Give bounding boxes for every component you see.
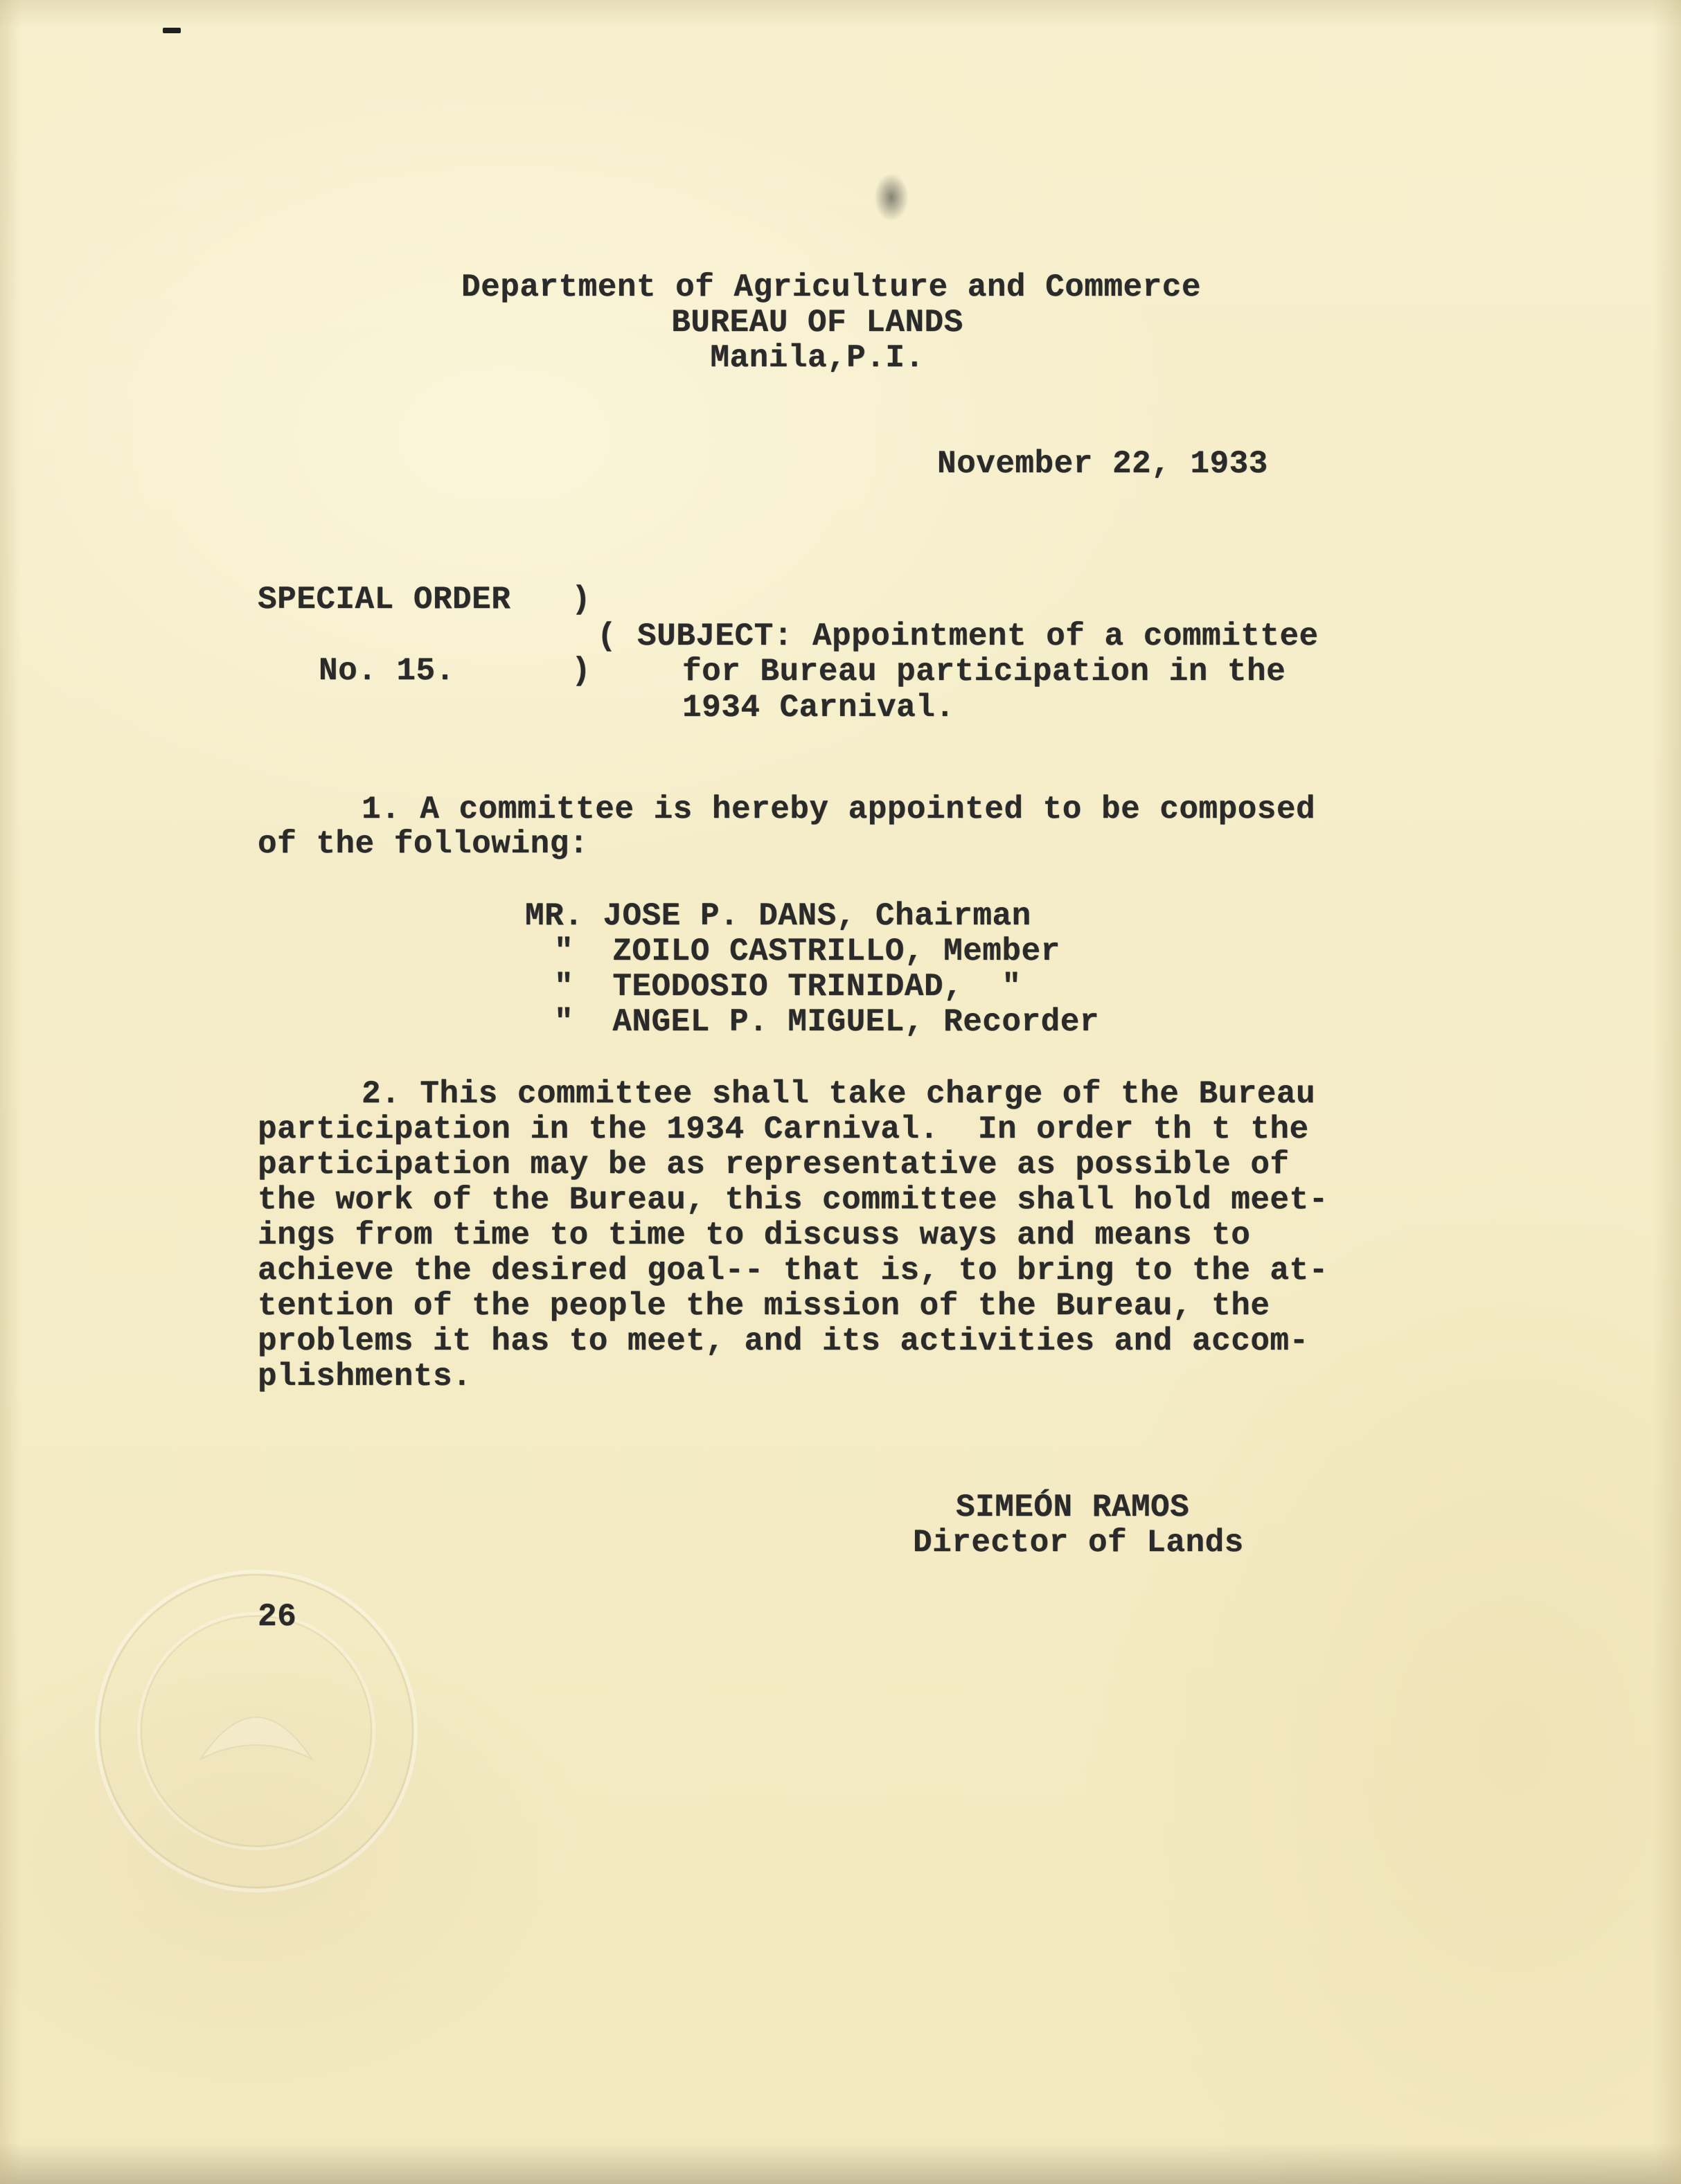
- member-line: " ANGEL P. MIGUEL, Recorder: [554, 1004, 1099, 1040]
- letterhead-bureau: BUREAU OF LANDS: [671, 305, 963, 341]
- paragraph-line: 2. This committee shall take charge of the Bureau: [362, 1076, 1316, 1112]
- bracket-glyph: (: [597, 618, 617, 654]
- paragraph-line: achieve the desired goal-- that is, to bring to the at-: [258, 1253, 1328, 1289]
- document-date: November 22, 1933: [937, 446, 1268, 482]
- subject-line: SUBJECT: Appointment of a committee: [637, 618, 1319, 654]
- paragraph-line: of the following:: [258, 826, 589, 862]
- ink-mark: [163, 28, 181, 33]
- paragraph-line: participation in the 1934 Carnival. In order th t the: [258, 1111, 1309, 1147]
- paragraph-line: plishments.: [258, 1359, 472, 1395]
- signatory-name: SIMEÓN RAMOS: [956, 1489, 1190, 1525]
- member-line: MR. JOSE P. DANS, Chairman: [525, 898, 1031, 934]
- subject-line: 1934 Carnival.: [682, 690, 955, 726]
- paper-edge-right: [1653, 0, 1681, 2184]
- paragraph-line: tention of the people the mission of the Bureau, the: [258, 1288, 1270, 1324]
- paper-edge-bottom: [0, 2142, 1681, 2184]
- page-number: 26: [258, 1599, 297, 1635]
- paper-edge-top: [0, 0, 1681, 28]
- subject-line: for Bureau participation in the: [682, 654, 1286, 690]
- member-line: " ZOILO CASTRILLO, Member: [554, 933, 1060, 969]
- embossed-seal-icon: [76, 1551, 436, 1911]
- letterhead-department: Department of Agriculture and Commerce: [461, 269, 1201, 305]
- order-label: SPECIAL ORDER: [258, 582, 511, 618]
- member-line: " TEODOSIO TRINIDAD, ": [554, 969, 1022, 1005]
- signatory-title: Director of Lands: [913, 1525, 1244, 1561]
- bracket-glyph: ): [571, 653, 592, 689]
- paragraph-line: participation may be as representative as possible of: [258, 1147, 1290, 1183]
- bracket-glyph: ): [571, 582, 592, 618]
- order-number: No. 15.: [319, 653, 455, 689]
- letterhead-location: Manila,P.I.: [710, 340, 925, 376]
- paper-edge-left: [0, 0, 21, 2184]
- paragraph-line: 1. A committee is hereby appointed to be composed: [362, 791, 1316, 827]
- paragraph-line: the work of the Bureau, this committee shall hold meet-: [258, 1182, 1328, 1218]
- paragraph-line: problems it has to meet, and its activities and accom-: [258, 1323, 1309, 1359]
- paragraph-1: [258, 792, 1315, 861]
- paragraph-line: ings from time to time to discuss ways and means to: [258, 1217, 1251, 1253]
